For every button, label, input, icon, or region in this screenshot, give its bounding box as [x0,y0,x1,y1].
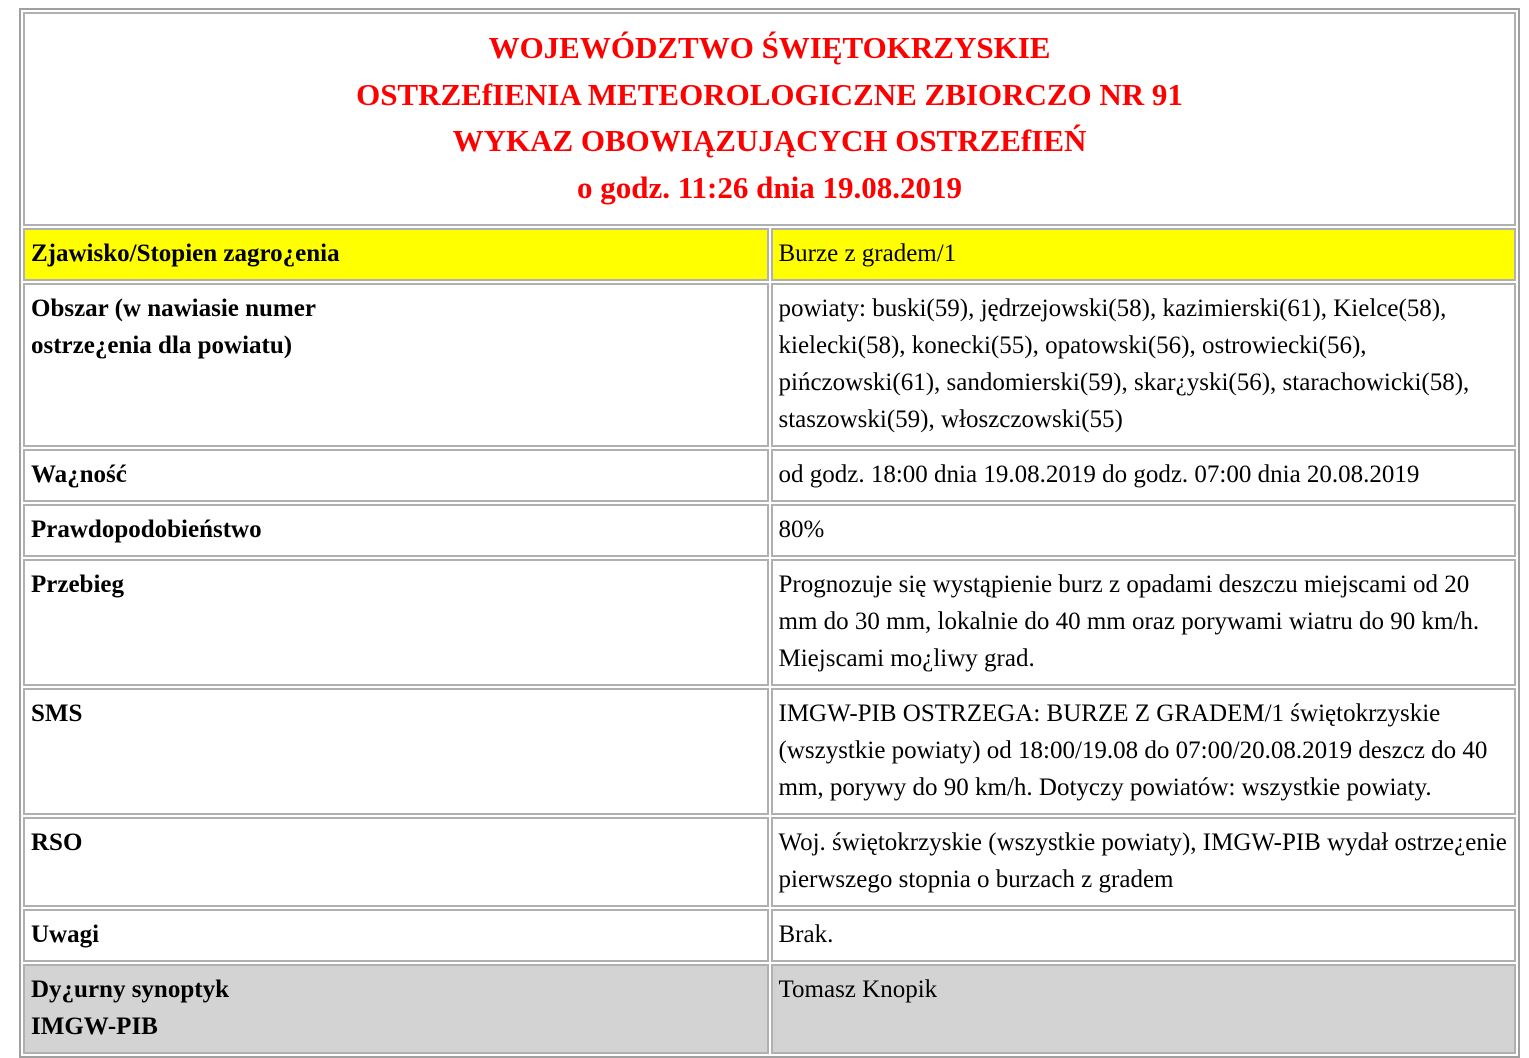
phenomenon-label: Zjawisko/Stopien zagro¿enia [23,228,769,281]
sms-value: IMGW-PIB OSTRZEGA: BURZE Z GRADEM/1 świętokrzyskie (wszystkie powiaty) od 18:00/19.08 do 07:00/20.08.2019 deszcz do 40 mm, porywy do 90 km/h. Dotyczy powiatów: wszystkie powiaty. [771,688,1517,815]
row-sms [23,688,1516,815]
region-title: WOJEWÓDZTWO ŚWIĘTOKRZYSKIE [488,30,1051,65]
validity-label: Wa¿ność [23,449,769,502]
probability-label: Prawdopodobieństwo [23,504,769,557]
phenomenon-value: Burze z gradem/1 [771,228,1517,281]
forecaster-label [23,964,769,1054]
course-label: Przebieg [23,559,769,686]
sms-label: SMS [23,688,769,815]
forecaster-label-line1: Dy¿urny synoptyk [31,976,229,1003]
row-probability [23,504,1516,557]
remarks-label: Uwagi [23,909,769,962]
remarks-value: Brak. [771,909,1517,962]
row-phenomenon [23,228,1516,281]
header-row [23,12,1516,226]
bulletin-title: OSTRZEfIENIA METEOROLOGICZNE ZBIORCZO NR 91 [356,76,1183,112]
forecaster-label-line2: IMGW-PIB [31,1013,158,1040]
forecaster-value: Tomasz Knopik [771,964,1517,1054]
rso-value: Woj. świętokrzyskie (wszystkie powiaty), IMGW-PIB wydał ostrze¿enie pierwszego stopnia o burzach z gradem [771,817,1517,907]
course-value: Prognozuje się wystąpienie burz z opadami deszczu miejscami od 20 mm do 30 mm, lokalnie do 40 mm oraz porywami wiatru do 90 km/h. Miejscami mo¿liwy grad. [771,559,1517,686]
area-value: powiaty: buski(59), jędrzejowski(58), kazimierski(61), Kielce(58), kielecki(58), konecki(55), opatowski(56), ostrowiecki(56), pińczowski(61), sandomierski(59), skar¿yski(56), starachowicki(58), staszowski(59), włoszczowski(55) [771,283,1517,447]
area-label-line2: ostrze¿enia dla powiatu) [31,332,293,359]
area-label-line1: Obszar (w nawiasie numer [31,295,316,322]
validity-value: od godz. 18:00 dnia 19.08.2019 do godz. 07:00 dnia 20.08.2019 [771,449,1517,502]
row-area [23,283,1516,447]
warning-header [23,12,1516,226]
row-remarks [23,909,1516,962]
area-label [23,283,769,447]
row-rso [23,817,1516,907]
row-forecaster [23,964,1516,1054]
issue-time: o godz. 11:26 dnia 19.08.2019 [577,169,962,205]
list-title: WYKAZ OBOWIĄZUJĄCYCH OSTRZEfIEŃ [452,123,1087,158]
warning-table [19,8,1520,1058]
row-course [23,559,1516,686]
row-validity [23,449,1516,502]
probability-value: 80% [771,504,1517,557]
rso-label: RSO [23,817,769,907]
